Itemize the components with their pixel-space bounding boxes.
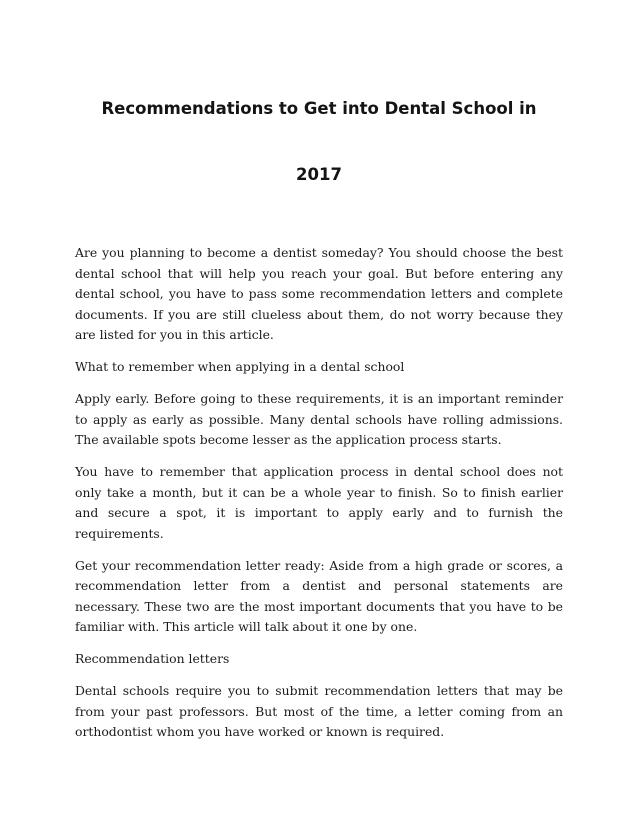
section-heading-what-to-remember: What to remember when applying in a dental school <box>75 359 405 374</box>
recommendation-letter-ready-paragraph: Get your recommendation letter ready: Aside from a high grade or scores, a recommendation letter from a dentist and personal statements are necessary. These two are the most important documents that you have to be familiar with. This article will talk about it one by one. <box>75 557 563 634</box>
recommendation-letters-paragraph: Dental schools require you to submit recommendation letters that may be from your past professors. But most of the time, a letter coming from an orthodontist whom you have worked or known is required. <box>75 683 563 739</box>
document-title: Recommendations to Get into Dental School in <box>101 99 537 118</box>
intro-paragraph: Are you planning to become a dentist someday? You should choose the best dental school that will help you reach your goal. But before entering any dental school, you have to pass some recommendation letters and complete documents. If you are still clueless about them, do not worry because they are listed for you in this article. <box>75 245 563 342</box>
section-heading-recommendation-letters: Recommendation letters <box>75 651 230 666</box>
document-title-year: 2017 <box>296 165 342 184</box>
document-body <box>75 243 563 754</box>
application-process-paragraph: You have to remember that application process in dental school does not only take a month, but it can be a whole year to finish. So to finish earlier and secure a spot, it is important to apply early and to furnish the requirements. <box>75 464 563 541</box>
apply-early-paragraph: Apply early. Before going to these requirements, it is an important reminder to apply as early as possible. Many dental schools have rolling admissions. The available spots become lesser as the application process starts. <box>75 391 563 447</box>
